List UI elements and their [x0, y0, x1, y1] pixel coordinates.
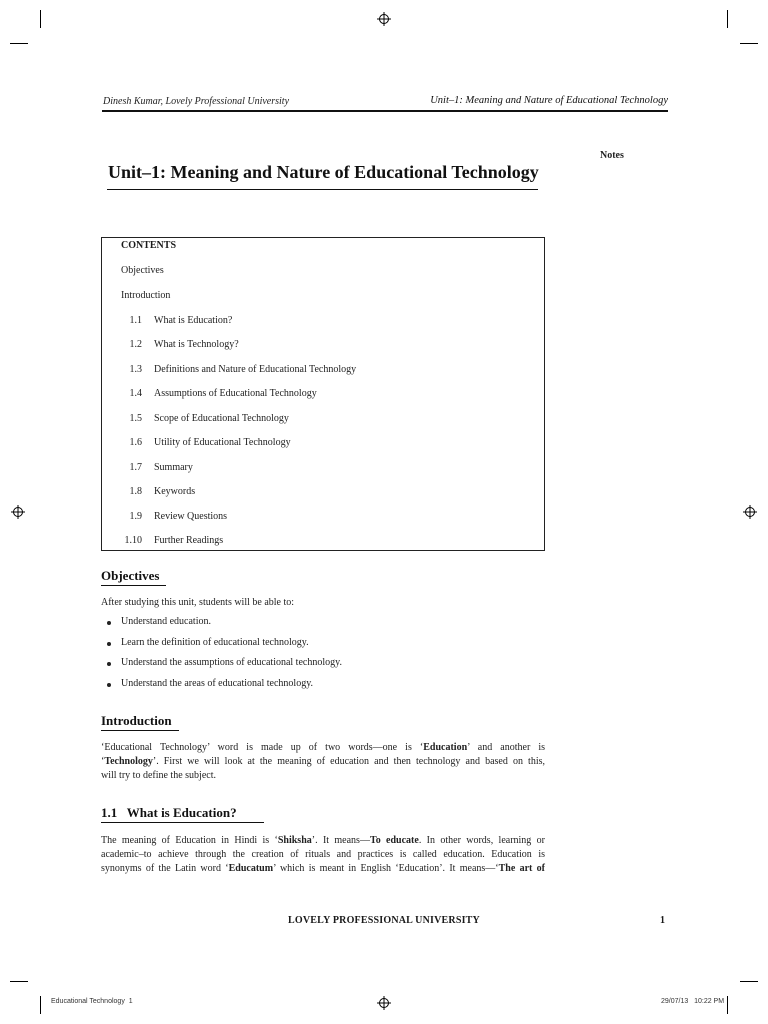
- bullet-icon: [107, 683, 111, 687]
- toc-item: Keywords: [154, 486, 196, 497]
- text-run-bold: Shiksha: [277, 835, 312, 846]
- toc-item: Definitions and Nature of Educational Technology: [154, 364, 357, 375]
- bullet-icon: [107, 621, 111, 625]
- section-1-1-heading: 1.1 What is Education?: [101, 805, 237, 820]
- introduction-line: will try to define the subject.: [101, 770, 216, 781]
- crop-mark: [10, 43, 28, 44]
- crop-mark: [740, 43, 758, 44]
- text-run: ‘: [101, 756, 105, 767]
- text-run: The meaning of Education in Hindi is ‘: [101, 835, 278, 846]
- registration-mark-icon: [377, 996, 391, 1010]
- text-run-bold: Technology: [104, 756, 153, 767]
- text-run: ’. First we will look at the meaning of education and then technology and based on this,: [152, 756, 545, 767]
- objectives-intro: After studying this unit, students will be able to:: [101, 597, 295, 608]
- toc-item: Assumptions of Educational Technology: [154, 388, 317, 399]
- text-run: ’ which is meant in English ‘Education’. It means—‘: [273, 863, 499, 874]
- section-1-1-line: [101, 862, 545, 876]
- objective-item: Understand education.: [121, 616, 211, 627]
- running-header-title: Unit–1: Meaning and Nature of Educational Technology: [430, 95, 668, 106]
- contents-title: CONTENTS: [121, 240, 177, 251]
- toc-number: 1.7: [129, 462, 142, 473]
- toc-item: Summary: [154, 462, 193, 473]
- section-1-1-line: academic–to achieve through the creation of rituals and practices is called education. Education is: [101, 849, 545, 860]
- bullet-icon: [107, 662, 111, 666]
- toc-number: 1.4: [129, 388, 142, 399]
- toc-item: What is Education?: [154, 315, 233, 326]
- text-run: ‘Educational Technology’ word is made up of two words—one is ‘: [101, 742, 424, 753]
- registration-mark-icon: [743, 505, 757, 519]
- objective-item: Understand the areas of educational technology.: [121, 678, 314, 689]
- introduction-line: [101, 741, 545, 755]
- crop-mark: [740, 981, 758, 982]
- page-number: 1: [660, 915, 665, 926]
- header-rule: [102, 110, 668, 112]
- objectives-heading: Objectives: [101, 568, 160, 583]
- toc-number: 1.3: [129, 364, 142, 375]
- introduction-line: [101, 755, 545, 769]
- text-run: ’ and another is: [467, 742, 545, 753]
- slug-right: 29/07/13 10:22 PM: [661, 998, 725, 1005]
- crop-mark: [40, 10, 41, 28]
- text-run: synonyms of the Latin word ‘: [101, 863, 229, 874]
- objective-item: Learn the definition of educational technology.: [121, 637, 309, 648]
- toc-number: 1.10: [124, 535, 142, 546]
- text-run-bold: Educatum: [228, 863, 274, 874]
- text-run-bold: Education: [423, 742, 468, 753]
- toc-item: What is Technology?: [154, 339, 239, 350]
- running-header-author: Dinesh Kumar, Lovely Professional University: [103, 96, 290, 107]
- slug-left: Educational Technology 1: [51, 998, 133, 1005]
- toc-item-objectives: Objectives: [121, 265, 164, 276]
- notes-label: Notes: [600, 150, 624, 161]
- text-run: . In other words, learning or: [418, 835, 545, 846]
- bullet-icon: [107, 642, 111, 646]
- toc-number: 1.6: [129, 437, 142, 448]
- unit-title-rule: [107, 189, 538, 190]
- crop-mark: [10, 981, 28, 982]
- toc-item: Utility of Educational Technology: [154, 437, 291, 448]
- unit-title: Unit–1: Meaning and Nature of Educational Technology: [108, 162, 539, 182]
- toc-number: 1.5: [129, 413, 142, 424]
- toc-item: Review Questions: [154, 511, 228, 522]
- crop-mark: [727, 996, 728, 1014]
- toc-number: 1.1: [129, 315, 142, 326]
- text-run-bold: To educate: [369, 835, 419, 846]
- registration-mark-icon: [11, 505, 25, 519]
- introduction-heading: Introduction: [101, 713, 172, 728]
- section-1-1-line: [101, 834, 545, 848]
- crop-mark: [727, 10, 728, 28]
- section-1-1-heading-rule: [101, 822, 264, 823]
- toc-item: Further Readings: [154, 535, 224, 546]
- toc-number: 1.8: [129, 486, 142, 497]
- text-run-bold: The art of: [498, 863, 545, 874]
- text-run: ’. It means—: [311, 835, 370, 846]
- objectives-heading-rule: [101, 585, 166, 586]
- footer-university: LOVELY PROFESSIONAL UNIVERSITY: [288, 915, 480, 926]
- toc-item-introduction: Introduction: [121, 290, 171, 301]
- registration-mark-icon: [377, 12, 391, 26]
- introduction-heading-rule: [101, 730, 179, 731]
- toc-number: 1.9: [129, 511, 142, 522]
- crop-mark: [40, 996, 41, 1014]
- toc-number: 1.2: [129, 339, 142, 350]
- toc-item: Scope of Educational Technology: [154, 413, 289, 424]
- objective-item: Understand the assumptions of educational technology.: [121, 657, 342, 668]
